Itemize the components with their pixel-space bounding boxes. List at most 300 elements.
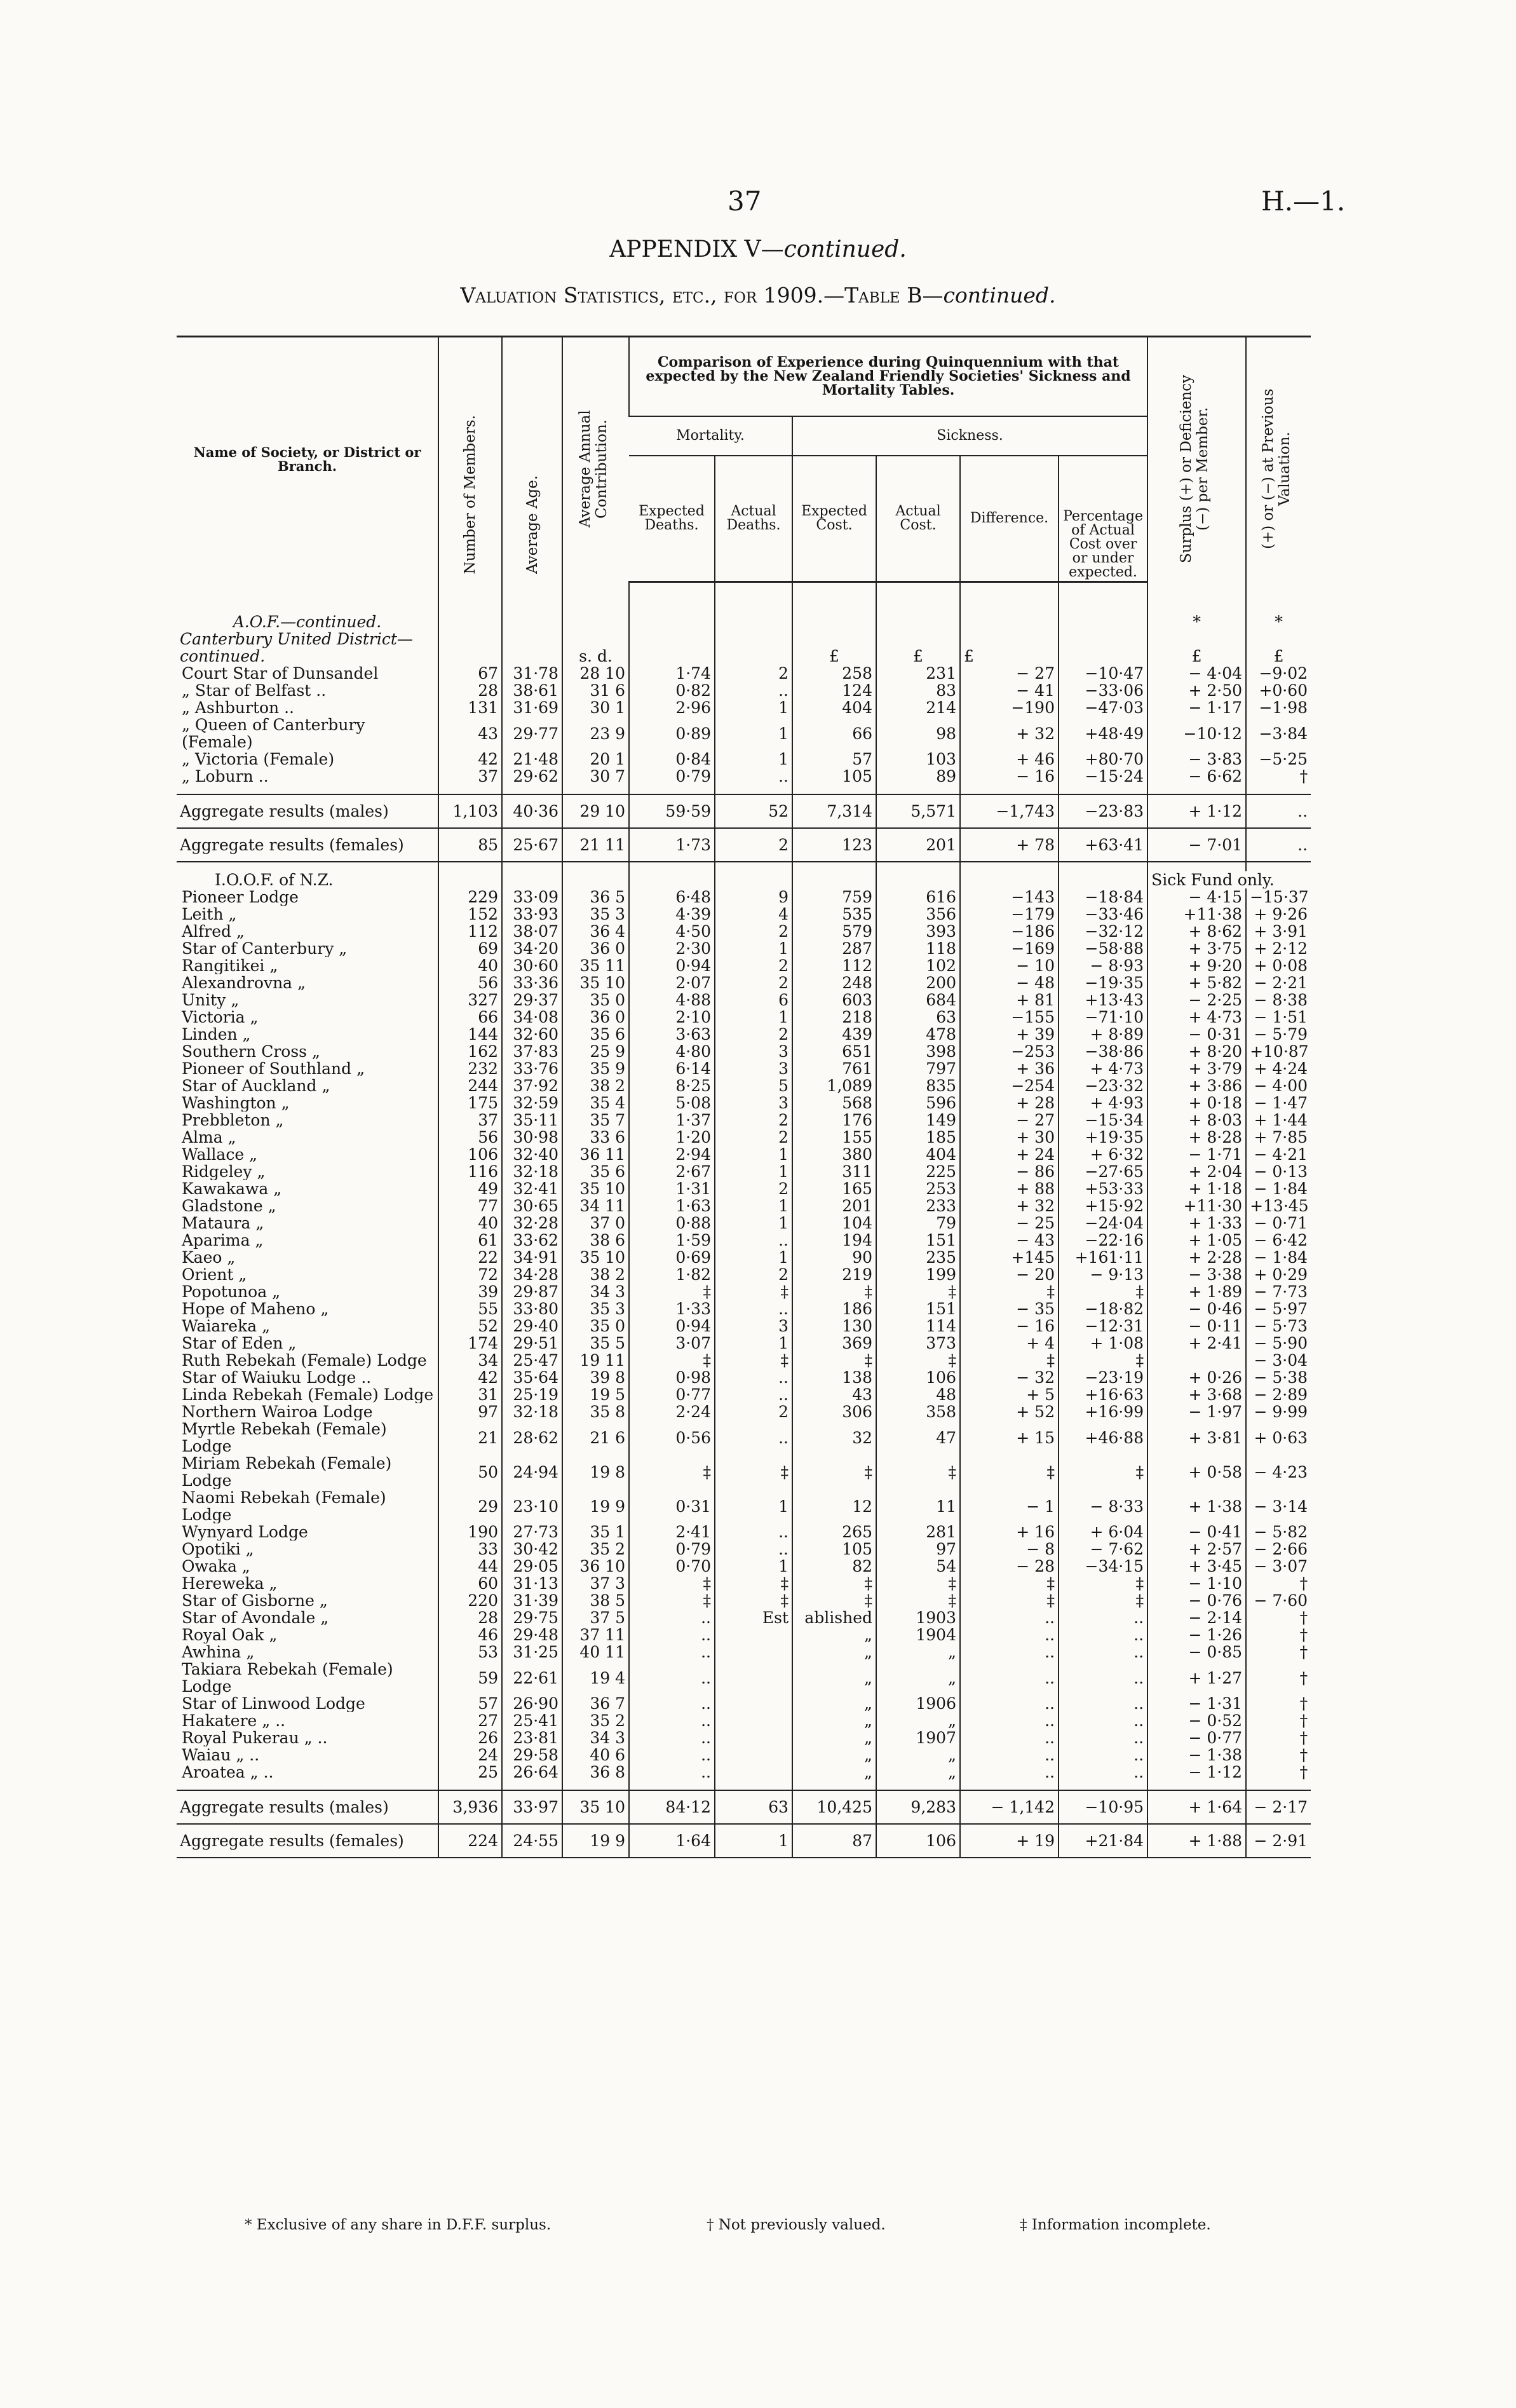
row-cell: 34·91 xyxy=(502,1249,562,1266)
row-cell: 1 xyxy=(715,1214,792,1232)
row-cell: +11·38 xyxy=(1147,906,1246,923)
row-label: Alexandrovna „ xyxy=(182,974,306,991)
row-cell: −5·25 xyxy=(1246,751,1311,768)
row-label: Hereweka „ xyxy=(182,1575,278,1592)
row-cell: − 43 xyxy=(960,1232,1059,1249)
row-label: Prebbleton „ xyxy=(182,1112,284,1129)
row-cell: ‡ xyxy=(792,1352,876,1369)
row-cell: ‡ xyxy=(876,1352,960,1369)
row-cell: 25·41 xyxy=(502,1712,562,1729)
row-cell: + 32 xyxy=(960,1197,1059,1214)
row-cell: † xyxy=(1246,1764,1311,1781)
row-cell: + 2·28 xyxy=(1147,1249,1246,1266)
row-cell: .. xyxy=(1059,1661,1147,1695)
row-cell: 225 xyxy=(876,1163,960,1180)
row-cell: 118 xyxy=(876,940,960,957)
row-label: Hope of Maheno „ xyxy=(182,1300,329,1317)
row-cell: − 1·17 xyxy=(1147,699,1246,716)
row-cell: 22 xyxy=(438,1249,502,1266)
row-cell: ‡ xyxy=(792,1455,876,1489)
table-row xyxy=(177,1386,1311,1403)
row-cell: .. xyxy=(960,1712,1059,1729)
row-cell: 311 xyxy=(792,1163,876,1180)
row-cell: −12·31 xyxy=(1059,1317,1147,1335)
row-cell: − 41 xyxy=(960,682,1059,699)
row-cell: +145 xyxy=(960,1249,1059,1266)
row-cell: −253 xyxy=(960,1043,1059,1060)
row-cell: + 2·50 xyxy=(1147,682,1246,699)
appendix-suffix: continued. xyxy=(783,236,907,262)
row-cell: − 2·21 xyxy=(1246,974,1311,991)
col-exp-deaths: Expected Deaths. xyxy=(629,456,715,582)
table-row xyxy=(177,1317,1311,1335)
row-cell: 30·65 xyxy=(502,1197,562,1214)
row-cell: −19·35 xyxy=(1059,974,1147,991)
row-cell: − 1·26 xyxy=(1147,1626,1246,1643)
row-label: Victoria „ xyxy=(182,1009,259,1026)
row-cell: 31·69 xyxy=(502,699,562,716)
row-label: Alfred „ xyxy=(182,923,245,940)
row-cell: 1,103 xyxy=(438,794,502,828)
row-cell: +13·43 xyxy=(1059,991,1147,1009)
table-row xyxy=(177,1489,1311,1523)
row-cell: 2·67 xyxy=(629,1163,715,1180)
row-cell: 138 xyxy=(792,1369,876,1386)
row-cell: − 16 xyxy=(960,768,1059,785)
table-row xyxy=(177,1214,1311,1232)
row-cell: −190 xyxy=(960,699,1059,716)
row-cell: 20 1 xyxy=(562,751,629,768)
row-cell: 37·92 xyxy=(502,1077,562,1094)
row-cell: − 0·11 xyxy=(1147,1317,1246,1335)
row-cell: ‡ xyxy=(960,1352,1059,1369)
row-cell: 34·28 xyxy=(502,1266,562,1283)
row-label: Naomi Rebekah (Female) Lodge xyxy=(182,1489,386,1523)
row-label: Court Star of Dunsandel xyxy=(182,665,379,682)
row-cell: 26·64 xyxy=(502,1764,562,1781)
table-row xyxy=(177,1026,1311,1043)
row-cell: 40 xyxy=(438,1214,502,1232)
row-cell: 25 xyxy=(438,1764,502,1781)
row-cell: 31 6 xyxy=(562,682,629,699)
row-label: Royal Oak „ xyxy=(182,1626,278,1643)
row-cell: − 3·14 xyxy=(1246,1489,1311,1523)
row-cell: 176 xyxy=(792,1112,876,1129)
row-cell: 231 xyxy=(876,665,960,682)
row-cell: − 3·83 xyxy=(1147,751,1246,768)
table-row xyxy=(177,1335,1311,1352)
row-cell: + 1·88 xyxy=(1147,1824,1246,1858)
row-cell: + 39 xyxy=(960,1026,1059,1043)
section-row xyxy=(177,871,1311,888)
row-cell: 46 xyxy=(438,1626,502,1643)
row-cell: 287 xyxy=(792,940,876,957)
row-cell: − 48 xyxy=(960,974,1059,991)
footnote-dagger: † Not previously valued. xyxy=(707,2217,886,2233)
row-cell: + 8·89 xyxy=(1059,1026,1147,1043)
row-cell: † xyxy=(1246,1609,1311,1626)
row-label: „ Victoria (Female) xyxy=(182,751,335,768)
table-title xyxy=(0,283,1516,308)
row-cell: + 16 xyxy=(960,1523,1059,1541)
row-cell: − 4·04 xyxy=(1147,665,1246,682)
row-cell: 21 11 xyxy=(562,828,629,862)
row-cell: .. xyxy=(715,1386,792,1403)
row-cell: − 8·93 xyxy=(1059,957,1147,974)
row-label: Aggregate results (males) xyxy=(177,794,438,828)
row-cell: + 8·03 xyxy=(1147,1112,1246,1129)
row-cell: 1·82 xyxy=(629,1266,715,1283)
row-cell: 35 5 xyxy=(562,1335,629,1352)
row-cell: − 2·66 xyxy=(1246,1541,1311,1558)
row-cell: 34 3 xyxy=(562,1729,629,1746)
row-cell: 281 xyxy=(876,1523,960,1541)
row-cell: 37 3 xyxy=(562,1575,629,1592)
row-cell: 258 xyxy=(792,665,876,682)
row-cell: + 78 xyxy=(960,828,1059,862)
row-cell: 2 xyxy=(715,1129,792,1146)
row-cell: +53·33 xyxy=(1059,1180,1147,1197)
row-label: Aparima „ xyxy=(182,1232,264,1249)
row-cell: 1903 xyxy=(876,1609,960,1626)
row-cell: + 3·79 xyxy=(1147,1060,1246,1077)
table-row xyxy=(177,1609,1311,1626)
row-cell: − 5·79 xyxy=(1246,1026,1311,1043)
row-cell: − 5·82 xyxy=(1246,1523,1311,1541)
row-cell: 0·82 xyxy=(629,682,715,699)
row-cell: −47·03 xyxy=(1059,699,1147,716)
row-cell: .. xyxy=(715,1541,792,1558)
row-cell: −33·06 xyxy=(1059,682,1147,699)
aggregate-row xyxy=(177,828,1311,862)
row-cell: „ xyxy=(876,1643,960,1661)
col-age: Average Age. xyxy=(524,475,541,574)
footnote-star: * Exclusive of any share in D.F.F. surplus. xyxy=(245,2217,552,2233)
row-cell: 1 xyxy=(715,1009,792,1026)
table-row xyxy=(177,1626,1311,1643)
row-cell: − 3·07 xyxy=(1246,1558,1311,1575)
row-cell: − 1·12 xyxy=(1147,1764,1246,1781)
row-cell: 2·96 xyxy=(629,699,715,716)
row-cell: .. xyxy=(960,1695,1059,1712)
row-cell: 199 xyxy=(876,1266,960,1283)
row-cell: +21·84 xyxy=(1059,1824,1147,1858)
row-cell: „ xyxy=(876,1661,960,1695)
row-cell: 165 xyxy=(792,1180,876,1197)
row-cell: 30·98 xyxy=(502,1129,562,1146)
row-cell: 106 xyxy=(876,1369,960,1386)
table-row xyxy=(177,1060,1311,1077)
row-cell: .. xyxy=(1059,1764,1147,1781)
row-cell: + 8·20 xyxy=(1147,1043,1246,1060)
row-cell: 32·40 xyxy=(502,1146,562,1163)
row-cell: +46·88 xyxy=(1059,1420,1147,1455)
row-cell: + 5 xyxy=(960,1386,1059,1403)
row-cell: + 5·82 xyxy=(1147,974,1246,991)
row-cell: 33·93 xyxy=(502,906,562,923)
col-surplus: Surplus (+) or Deficiency (−) per Member. xyxy=(1177,374,1211,564)
row-cell: 31·39 xyxy=(502,1592,562,1609)
row-cell xyxy=(715,1626,792,1643)
table-row xyxy=(177,1420,1311,1455)
row-label: Alma „ xyxy=(182,1129,236,1146)
row-cell: 151 xyxy=(876,1300,960,1317)
table-row xyxy=(177,957,1311,974)
row-cell: 19 9 xyxy=(562,1824,629,1858)
row-cell: 39 xyxy=(438,1283,502,1300)
row-cell: 19 9 xyxy=(562,1489,629,1523)
row-cell: 0·70 xyxy=(629,1558,715,1575)
row-label: „ Ashburton .. xyxy=(182,699,294,716)
row-cell: 33·62 xyxy=(502,1232,562,1249)
row-cell: ‡ xyxy=(792,1283,876,1300)
row-cell: − 7·73 xyxy=(1246,1283,1311,1300)
row-cell: 398 xyxy=(876,1043,960,1060)
row-cell: 0·88 xyxy=(629,1214,715,1232)
row-cell: ‡ xyxy=(960,1592,1059,1609)
row-cell: −10·12 xyxy=(1147,716,1246,751)
row-cell: .. xyxy=(1246,828,1311,862)
row-cell: 36 8 xyxy=(562,1764,629,1781)
row-cell: † xyxy=(1246,1746,1311,1764)
row-cell: ‡ xyxy=(960,1455,1059,1489)
row-cell: 651 xyxy=(792,1043,876,1060)
row-cell: 32 xyxy=(792,1420,876,1455)
row-cell: 174 xyxy=(438,1335,502,1352)
row-cell: 66 xyxy=(792,716,876,751)
row-cell: −32·12 xyxy=(1059,923,1147,940)
row-cell: + 4·93 xyxy=(1059,1094,1147,1112)
table-row xyxy=(177,1112,1311,1129)
row-cell: ‡ xyxy=(960,1283,1059,1300)
row-cell: .. xyxy=(960,1626,1059,1643)
row-cell: +10·87 xyxy=(1246,1043,1311,1060)
row-cell: 0·94 xyxy=(629,1317,715,1335)
row-cell: 2 xyxy=(715,1112,792,1129)
row-cell: 29·48 xyxy=(502,1626,562,1643)
row-cell: 1 xyxy=(715,1163,792,1180)
row-cell: 23·81 xyxy=(502,1729,562,1746)
row-cell: .. xyxy=(960,1661,1059,1695)
row-cell: 31·78 xyxy=(502,665,562,682)
row-cell: 22·61 xyxy=(502,1661,562,1695)
row-cell: −155 xyxy=(960,1009,1059,1026)
row-cell: 52 xyxy=(438,1317,502,1335)
row-cell: 29·77 xyxy=(502,716,562,751)
row-cell: −18·84 xyxy=(1059,888,1147,906)
row-cell: 0·69 xyxy=(629,1249,715,1266)
row-cell: 1 xyxy=(715,1558,792,1575)
row-cell: 6·14 xyxy=(629,1060,715,1077)
table-row xyxy=(177,906,1311,923)
col-percentage: Percentage of Actual Cost over or under expected. xyxy=(1059,456,1147,582)
row-cell: − 1,142 xyxy=(960,1790,1059,1824)
row-cell: 1·20 xyxy=(629,1129,715,1146)
row-cell: 66 xyxy=(438,1009,502,1026)
spacer-row xyxy=(177,785,1311,794)
row-cell: ‡ xyxy=(715,1352,792,1369)
row-cell: 131 xyxy=(438,699,502,716)
row-cell: 29·75 xyxy=(502,1609,562,1626)
row-cell: −23·83 xyxy=(1059,794,1147,828)
row-cell: 53 xyxy=(438,1643,502,1661)
row-cell: 123 xyxy=(792,828,876,862)
row-cell: 27·73 xyxy=(502,1523,562,1541)
row-cell: 112 xyxy=(792,957,876,974)
row-cell: + 1·18 xyxy=(1147,1180,1246,1197)
row-cell: − 16 xyxy=(960,1317,1059,1335)
table-row xyxy=(177,1712,1311,1729)
row-cell: − 2·91 xyxy=(1246,1824,1311,1858)
row-cell: + 52 xyxy=(960,1403,1059,1420)
row-cell: −254 xyxy=(960,1077,1059,1094)
row-cell: † xyxy=(1246,1626,1311,1643)
row-cell: 358 xyxy=(876,1403,960,1420)
row-cell: − 9·13 xyxy=(1059,1266,1147,1283)
row-cell: + 0·63 xyxy=(1246,1420,1311,1455)
row-cell: 63 xyxy=(876,1009,960,1026)
row-cell: „ xyxy=(792,1764,876,1781)
row-cell: 28·62 xyxy=(502,1420,562,1455)
row-cell: 1904 xyxy=(876,1626,960,1643)
row-cell: 2 xyxy=(715,974,792,991)
row-cell: + 3·68 xyxy=(1147,1386,1246,1403)
row-cell: 37 xyxy=(438,768,502,785)
row-cell: − 0·13 xyxy=(1246,1163,1311,1180)
row-label: Awhina „ xyxy=(182,1643,255,1661)
row-cell: 50 xyxy=(438,1455,502,1489)
row-cell: −143 xyxy=(960,888,1059,906)
row-cell: 194 xyxy=(792,1232,876,1249)
row-cell xyxy=(1147,1352,1246,1369)
row-label: Pioneer Lodge xyxy=(182,888,299,906)
row-cell: 0·98 xyxy=(629,1369,715,1386)
row-cell: 144 xyxy=(438,1026,502,1043)
row-cell: 21 xyxy=(438,1420,502,1455)
row-cell: 10,425 xyxy=(792,1790,876,1824)
row-cell: .. xyxy=(629,1746,715,1764)
row-cell: 112 xyxy=(438,923,502,940)
row-cell: +11·30 xyxy=(1147,1197,1246,1214)
valuation-table xyxy=(177,336,1311,1858)
row-cell: 35 3 xyxy=(562,1300,629,1317)
row-cell: 23 9 xyxy=(562,716,629,751)
row-cell: 1906 xyxy=(876,1695,960,1712)
col-members: Number of Members. xyxy=(462,414,478,574)
row-cell: − 5·38 xyxy=(1246,1369,1311,1386)
row-cell: −71·10 xyxy=(1059,1009,1147,1026)
row-cell: 26·90 xyxy=(502,1695,562,1712)
row-label: Star of Eden „ xyxy=(182,1335,297,1352)
row-cell: + 1·05 xyxy=(1147,1232,1246,1249)
row-cell: 478 xyxy=(876,1026,960,1043)
row-cell: 8·25 xyxy=(629,1077,715,1094)
row-cell: 1907 xyxy=(876,1729,960,1746)
table-row xyxy=(177,1043,1311,1060)
row-cell: .. xyxy=(629,1764,715,1781)
table-row xyxy=(177,716,1311,751)
row-label: Gladstone „ xyxy=(182,1197,276,1214)
row-cell: 34 11 xyxy=(562,1197,629,1214)
row-cell: 72 xyxy=(438,1266,502,1283)
row-cell: − 3·38 xyxy=(1147,1266,1246,1283)
row-cell: 2 xyxy=(715,1403,792,1420)
row-cell: 28 xyxy=(438,682,502,699)
row-cell: −15·37 xyxy=(1246,888,1311,906)
row-cell: 24·94 xyxy=(502,1455,562,1489)
row-cell: 35 4 xyxy=(562,1094,629,1112)
section-title xyxy=(177,613,438,630)
row-cell: 35 6 xyxy=(562,1026,629,1043)
row-cell: 39 8 xyxy=(562,1369,629,1386)
row-cell: − 1·84 xyxy=(1246,1180,1311,1197)
row-cell: 35 7 xyxy=(562,1112,629,1129)
row-cell: 32·59 xyxy=(502,1094,562,1112)
row-cell: 35 10 xyxy=(562,1249,629,1266)
row-cell: 35 10 xyxy=(562,974,629,991)
row-cell: „ xyxy=(876,1764,960,1781)
row-cell: 19 8 xyxy=(562,1455,629,1489)
row-cell: 25·47 xyxy=(502,1352,562,1369)
table-row xyxy=(177,1558,1311,1575)
row-cell: „ xyxy=(876,1712,960,1729)
row-cell xyxy=(715,1746,792,1764)
row-cell: „ xyxy=(876,1746,960,1764)
row-cell: 56 xyxy=(438,974,502,991)
row-cell: 404 xyxy=(792,699,876,716)
row-cell: − 4·00 xyxy=(1246,1077,1311,1094)
row-cell: − 7·60 xyxy=(1246,1592,1311,1609)
row-cell: 29·40 xyxy=(502,1317,562,1335)
row-cell: −18·82 xyxy=(1059,1300,1147,1317)
row-cell: „ xyxy=(792,1661,876,1695)
row-cell: +0·60 xyxy=(1246,682,1311,699)
row-cell: 1 xyxy=(715,1489,792,1523)
row-cell: 77 xyxy=(438,1197,502,1214)
row-cell: 1·73 xyxy=(629,828,715,862)
row-cell: .. xyxy=(1059,1695,1147,1712)
row-cell: − 5·73 xyxy=(1246,1317,1311,1335)
row-cell: − 10 xyxy=(960,957,1059,974)
row-cell: 34·08 xyxy=(502,1009,562,1026)
row-cell: .. xyxy=(1246,794,1311,828)
row-cell: −27·65 xyxy=(1059,1163,1147,1180)
unit-contribution: s. d. xyxy=(562,630,629,665)
row-cell: + 0·58 xyxy=(1147,1455,1246,1489)
row-cell: +16·99 xyxy=(1059,1403,1147,1420)
table-row xyxy=(177,1592,1311,1609)
row-label: Northern Wairoa Lodge xyxy=(182,1403,373,1420)
row-cell: 0·94 xyxy=(629,957,715,974)
row-cell: 761 xyxy=(792,1060,876,1077)
row-cell: − 4·15 xyxy=(1147,888,1246,906)
unit-act-cost: £ xyxy=(876,630,960,665)
row-cell: 26 xyxy=(438,1729,502,1746)
row-cell: 105 xyxy=(792,1541,876,1558)
row-cell: 21 6 xyxy=(562,1420,629,1455)
row-cell: 2·07 xyxy=(629,974,715,991)
row-label: Star of Auckland „ xyxy=(182,1077,330,1094)
row-cell: † xyxy=(1246,1575,1311,1592)
row-cell: − 1·97 xyxy=(1147,1403,1246,1420)
row-cell: 220 xyxy=(438,1592,502,1609)
row-cell: −1,743 xyxy=(960,794,1059,828)
row-label: Rangitikei „ xyxy=(182,957,278,974)
row-label: Hakatere „ .. xyxy=(182,1712,286,1729)
row-cell: − 1 xyxy=(960,1489,1059,1523)
row-cell: − 27 xyxy=(960,665,1059,682)
row-cell: 59·59 xyxy=(629,794,715,828)
